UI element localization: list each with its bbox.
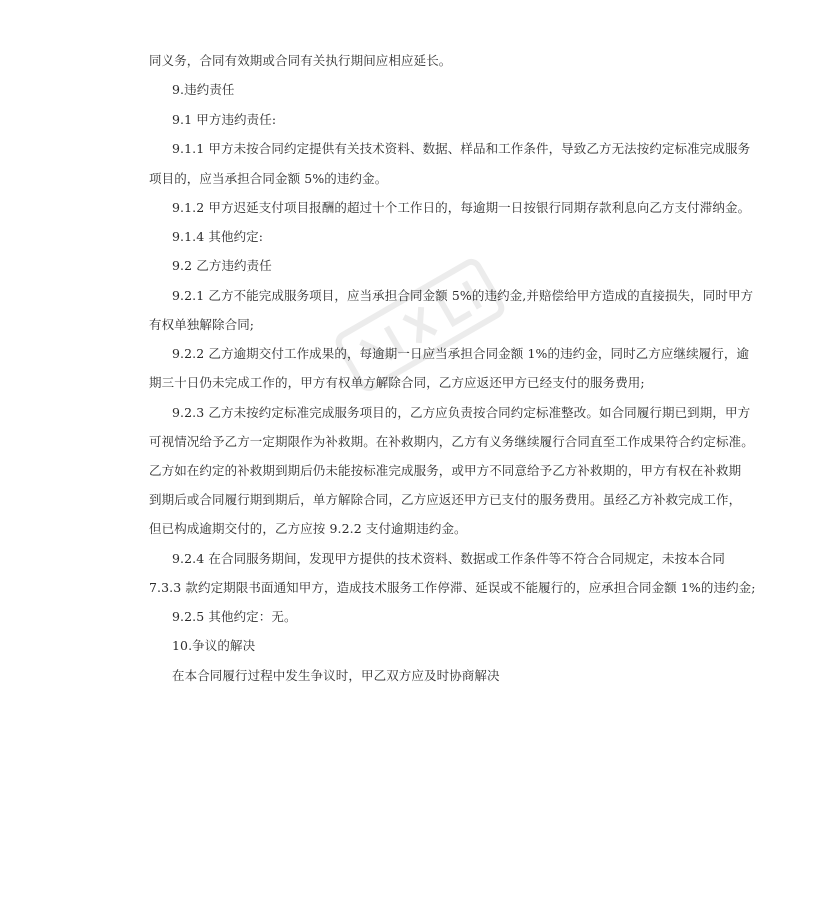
text-line: 期三十日仍未完成工作的，甲方有权单方解除合同，乙方应返还甲方已经支付的服务费用;	[149, 375, 645, 390]
text-line: 有权单独解除合同;	[149, 317, 255, 332]
text-line: 在本合同履行过程中发生争议时，甲乙双方应及时协商解决	[172, 668, 500, 683]
text-line: 9.1.2 甲方迟延支付项目报酬的超过十个工作日的，每逾期一日按银行同期存款利息向乙方支付滞纳金。	[172, 200, 751, 215]
text-line: 9.1.4 其他约定:	[172, 229, 264, 244]
text-line: 9.2.1 乙方不能完成服务项目，应当承担合同金额 5%的违约金,并赔偿给甲方造成的直接损失，同时甲方	[172, 288, 754, 303]
text-line: 可视情况给予乙方一定期限作为补救期。在补救期内，乙方有义务继续履行合同直至工作成果符合约定标准。	[149, 434, 754, 449]
text-line: 7.3.3 款约定期限书面通知甲方，造成技术服务工作停滞、延误或不能履行的，应承担合同金额 1%的违约金;	[149, 580, 756, 595]
text-line: 但已构成逾期交付的，乙方应按 9.2.2 支付逾期违约金。	[149, 521, 467, 536]
section-heading: 9.违约责任	[172, 82, 235, 97]
text-line: 同义务，合同有效期或合同有关执行期间应相应延长。	[149, 53, 452, 68]
text-line: 到期后或合同履行期到期后，单方解除合同，乙方应返还甲方已支付的服务费用。虽经乙方补救完成工作，	[149, 492, 742, 507]
text-line: 乙方如在约定的补救期到期后仍未能按标准完成服务，或甲方不同意给予乙方补救期的，甲方有权在补救期	[149, 463, 742, 478]
text-line: 9.2.2 乙方逾期交付工作成果的，每逾期一日应当承担合同金额 1%的违约金，同时乙方应继续履行，逾	[172, 346, 750, 361]
text-line: 9.2.3 乙方未按约定标准完成服务项目的，乙方应负责按合同约定标准整改。如合同履行期已到期，甲方	[172, 405, 751, 420]
text-line: 9.1.1 甲方未按合同约定提供有关技术资料、数据、样品和工作条件，导致乙方无法按约定标准完成服务	[172, 141, 751, 156]
section-heading: 10.争议的解决	[172, 638, 256, 653]
text-line: 9.2.5 其他约定：无。	[172, 609, 297, 624]
subsection-heading: 9.2 乙方违约责任	[172, 258, 272, 273]
text-line: 项目的，应当承担合同金额 5%的违约金。	[149, 171, 388, 186]
subsection-heading: 9.1 甲方违约责任:	[172, 112, 277, 127]
text-line: 9.2.4 在合同服务期间，发现甲方提供的技术资料、数据或工作条件等不符合合同规定，未按本合同	[172, 551, 725, 566]
